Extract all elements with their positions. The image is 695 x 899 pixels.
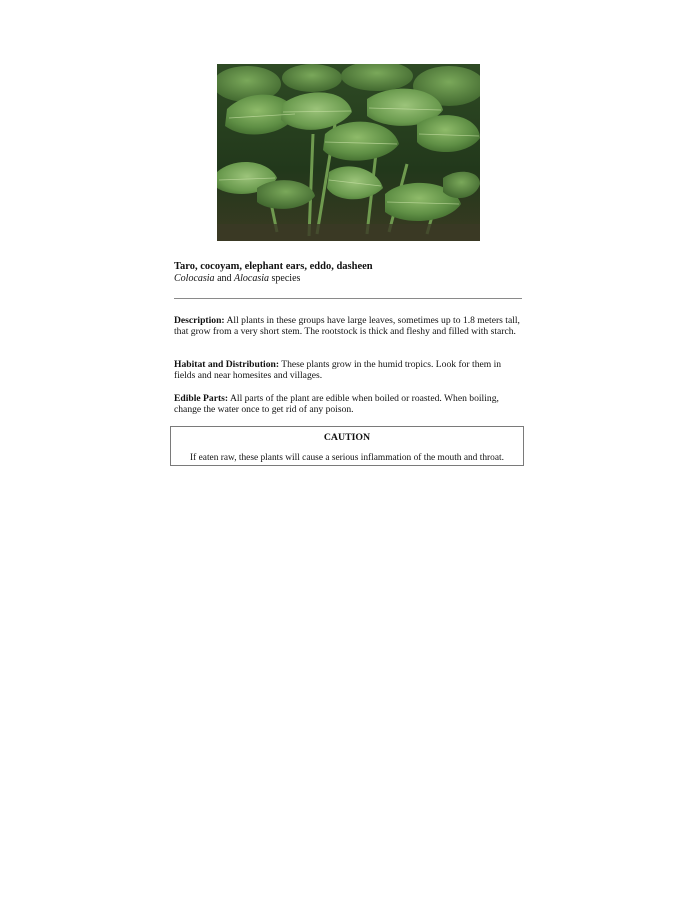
section-divider: [174, 298, 522, 299]
common-name: Taro, cocoyam, elephant ears, eddo, dasheen: [174, 261, 373, 272]
edible-parts-paragraph: [174, 393, 524, 416]
species-suffix: species: [269, 273, 301, 284]
description-heading: Description:: [174, 315, 225, 326]
caution-box: [170, 426, 524, 466]
plant-name-block: [174, 261, 524, 285]
habitat-paragraph: [174, 359, 524, 382]
caution-text: If eaten raw, these plants will cause a serious inflammation of the mouth and throat.: [190, 453, 504, 463]
description-paragraph: [174, 315, 524, 338]
scientific-name: [174, 273, 524, 285]
edible-parts-heading: Edible Parts:: [174, 393, 229, 404]
taro-plant-photo: [217, 64, 480, 241]
habitat-heading: Habitat and Distribution:: [174, 359, 280, 370]
genus-connector: and: [214, 273, 235, 284]
edible-parts-text: All parts of the plant are edible when boiled or roasted. When boiling, change the water once to get rid of any poison.: [174, 393, 499, 416]
genus-colocasia: Colocasia: [174, 273, 215, 284]
description-text: All plants in these groups have large leaves, sometimes up to 1.8 meters tall, that grow from a very short stem. The rootstock is thick and fleshy and filled with starch.: [174, 315, 520, 338]
habitat-text: These plants grow in the humid tropics. Look for them in fields and near homesites and villages.: [174, 359, 502, 382]
caution-title: CAUTION: [323, 432, 371, 443]
genus-alocasia: Alocasia: [234, 273, 270, 284]
